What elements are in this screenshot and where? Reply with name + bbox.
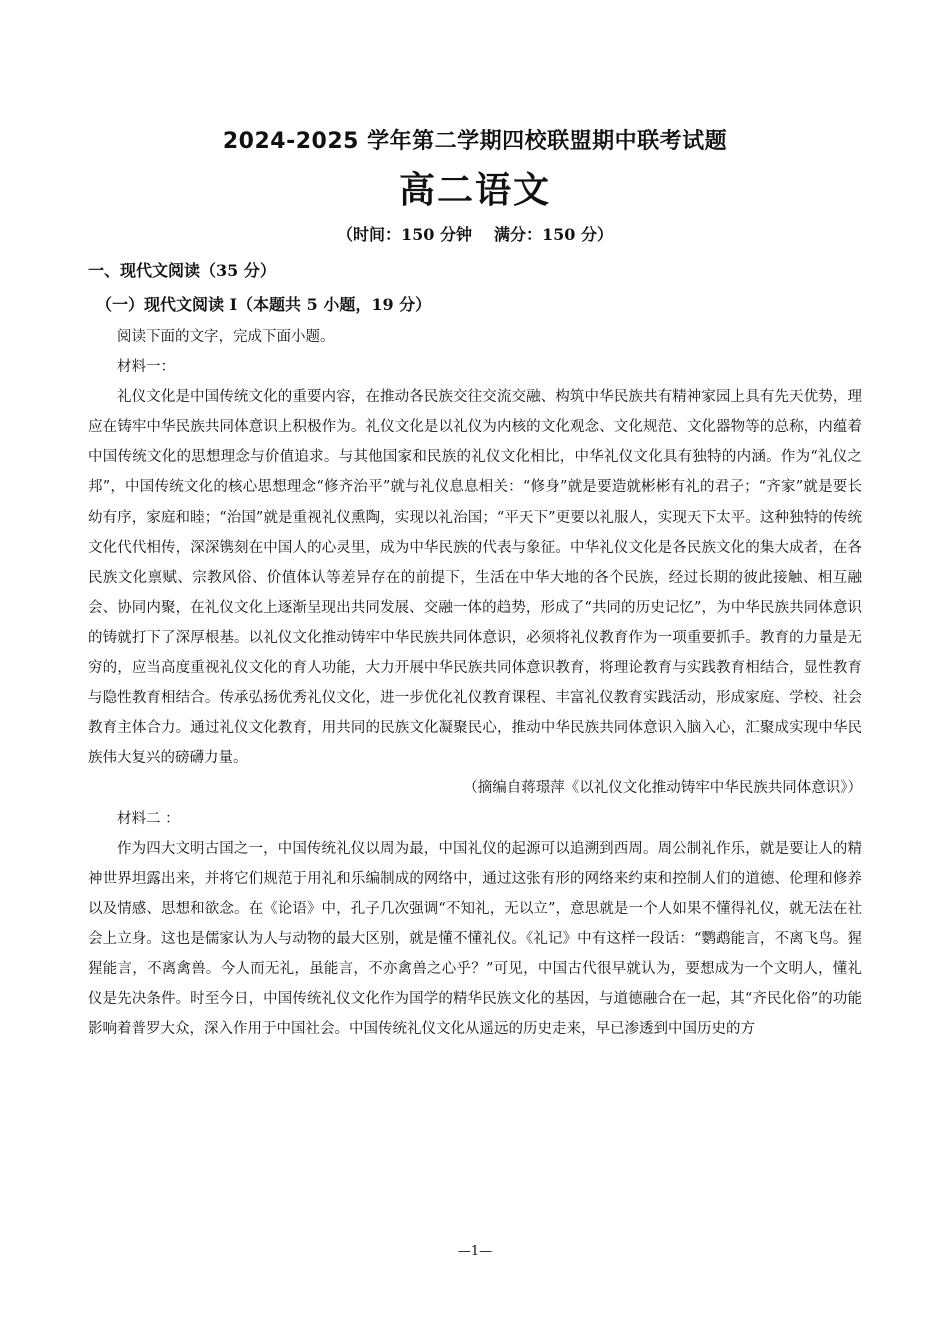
material1-label: 材料一： bbox=[117, 359, 175, 376]
exam-meta bbox=[0, 222, 950, 245]
exam-title: 2024-2025 学年第二学期四校联盟期中联考试题 bbox=[222, 129, 728, 154]
material1-paragraph: 礼仪文化是中国传统文化的重要内容，在推动各民族交往交流交融、构筑中华民族共有精神家园上具有先天优势，理应在铸牢中华民族共同体意识上积极作为。礼仪文化是以礼仪为内核的文化观念、文化规范、文化器物等的总称，内蕴着中国传统文化的思想理念与价值追求。与其他国家和民族的礼仪文化相比，中华礼仪文化具有独特的内涵。作为“礼仪之邦”，中国传统文化的核心思想理念“修齐治平”就与礼仪息息相关：“修身”就是要造就彬彬有礼的君子；“齐家”就是要长幼有序，家庭和睦；“治国”就是重视礼仪熏陶，实现以礼治国；“平天下”更要以礼服人，实现天下太平。这种独特的传统文化代代相传，深深镌刻在中国人的心灵里，成为中华民族的代表与象征。中华礼仪文化是各民族文化的集大成者，在各民族文化禀赋、宗教风俗、价值体认等差异存在的前提下，生活在中华大地的各个民族，经过长期的彼此接触、相互融会、协同内聚，在礼仪文化上逐渐呈现出共同发展、交融一体的趋势，形成了“共同的历史记忆”，为中华民族共同体意识的铸就打下了深厚根基。以礼仪文化推动铸牢中华民族共同体意识，必须将礼仪教育作为一项重要抓手。教育的力量是无穷的，应当高度重视礼仪文化的育人功能，大力开展中华民族共同体意识教育，将理论教育与实践教育相结合，显性教育与隐性教育相结合。传承弘扬优秀礼仪文化，进一步优化礼仪教育课程、丰富礼仪教育实践活动，形成家庭、学校、社会教育主体合力。通过礼仪文化教育，用共同的民族文化凝聚民心，推动中华民族共同体意识入脑入心，汇聚成实现中华民族伟大复兴的磅礴力量。 bbox=[88, 389, 862, 767]
material2-paragraph: 作为四大文明古国之一，中国传统礼仪以周为最，中国礼仪的起源可以追溯到西周。周公制礼作乐，就是要让人的精神世界坦露出来，并将它们规范于用礼和乐编制成的网络中，通过这张有形的网络来约束和控制人们的道德、伦理和修养以及情感、思想和欲念。在《论语》中，孔子几次强调“不知礼，无以立”，意思就是一个人如果不懂得礼仪，就无法在社会上立身。这也是儒家认为人与动物的最大区别，就是懂不懂礼仪。《礼记》中有这样一段话：“鹦鹉能言，不离飞鸟。猩猩能言，不离禽兽。今人而无礼，虽能言，不亦禽兽之心乎？”可见，中国古代很早就认为，要想成为一个文明人，懂礼仪是先决条件。时至今日，中国传统礼仪文化作为国学的精华民族文化的基因，与道德融合在一起，其“齐民化俗”的功能影响着普罗大众，深入作用于中国社会。中国传统礼仪文化从遥远的历史走来，早已渗透到中国历史的方 bbox=[88, 840, 862, 1038]
page-number: —1— bbox=[457, 1244, 493, 1259]
reading-body bbox=[88, 322, 862, 1044]
material1-source: （摘编自蒋璟萍《以礼仪文化推动铸牢中华民族共同体意识》） bbox=[463, 780, 862, 797]
exam-time: （时间：150 分钟 bbox=[337, 225, 472, 244]
material2-label: 材料二 ： bbox=[117, 810, 180, 827]
section-heading: 一、现代文阅读（35 分） bbox=[88, 261, 276, 280]
instruction-text: 阅读下面的文字，完成下面小题。 bbox=[117, 329, 335, 345]
exam-score: 满分：150 分） bbox=[494, 225, 613, 244]
subsection-heading: （一）现代文阅读 I（本题共 5 小题，19 分） bbox=[96, 295, 432, 314]
subject-title: 高二语文 bbox=[398, 170, 551, 211]
